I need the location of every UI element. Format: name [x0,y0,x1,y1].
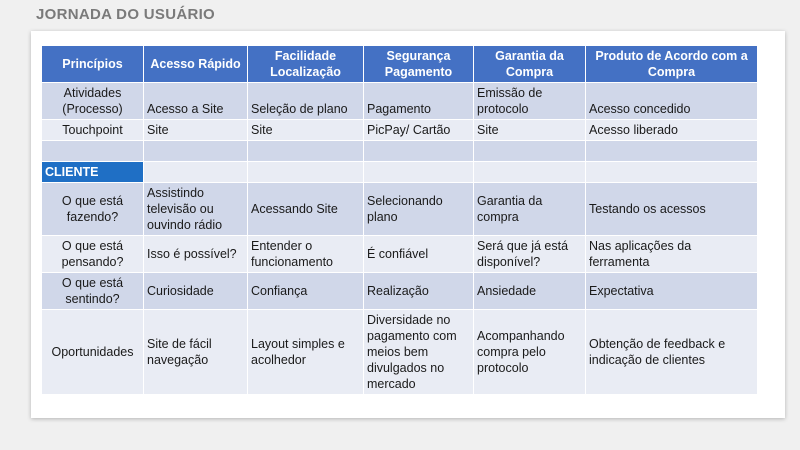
table-cell: Seleção de plano [248,83,364,120]
empty-cell [474,162,586,183]
table-cell: Garantia da compra [474,183,586,236]
row-header: Atividades (Processo) [42,83,144,120]
table-row-atividades [42,83,758,120]
table-cell: Acesso a Site [144,83,248,120]
table-cell: Acesso concedido [586,83,758,120]
table-cell: Assistindo televisão ou ouvindo rádio [144,183,248,236]
table-cell: Selecionando plano [364,183,474,236]
table-cell: É confiável [364,236,474,273]
table-cell: Isso é possível? [144,236,248,273]
header-cell: Produto de Acordo com a Compra [586,46,758,83]
empty-cell [42,141,144,162]
table-row-fazendo [42,183,758,236]
table-row-pensando [42,236,758,273]
table-cell: Ansiedade [474,273,586,310]
table-cell: Obtenção de feedback e indicação de clientes [586,310,758,395]
table-cell: Nas aplicações da ferramenta [586,236,758,273]
header-cell: Facilidade Localização [248,46,364,83]
table-row-sentindo [42,273,758,310]
header-cell: Segurança Pagamento [364,46,474,83]
empty-cell [364,141,474,162]
empty-cell [144,141,248,162]
table-cell: Site [474,120,586,141]
table-cell: Site [144,120,248,141]
table-cell: Entender o funcionamento [248,236,364,273]
empty-cell [586,141,758,162]
table-row-cliente [42,162,758,183]
empty-cell [144,162,248,183]
table-cell: Confiança [248,273,364,310]
table-row-touchpoint [42,120,758,141]
empty-cell [248,162,364,183]
header-cell: Acesso Rápido [144,46,248,83]
table-cell: Site de fácil navegação [144,310,248,395]
table-cell: Acompanhando compra pelo protocolo [474,310,586,395]
table-cell: Realização [364,273,474,310]
journey-table [41,45,758,395]
table-cell: PicPay/ Cartão [364,120,474,141]
table-cell: Site [248,120,364,141]
table-cell: Acesso liberado [586,120,758,141]
empty-cell [474,141,586,162]
table-cell: Será que já está disponível? [474,236,586,273]
table-row-empty [42,141,758,162]
table-cell: Diversidade no pagamento com meios bem divulgados no mercado [364,310,474,395]
table-row-oportunidades [42,310,758,395]
table-cell: Emissão de protocolo [474,83,586,120]
table-cell: Expectativa [586,273,758,310]
row-header: Touchpoint [42,120,144,141]
row-header: O que está fazendo? [42,183,144,236]
header-cell: Garantia da Compra [474,46,586,83]
row-header: O que está sentindo? [42,273,144,310]
header-row [42,46,758,83]
empty-cell [364,162,474,183]
table-cell: Layout simples e acolhedor [248,310,364,395]
empty-cell [248,141,364,162]
empty-cell [586,162,758,183]
table-cell: Acessando Site [248,183,364,236]
table-cell: Curiosidade [144,273,248,310]
slide-title: JORNADA DO USUÁRIO [36,6,216,23]
header-cell: Princípios [42,46,144,83]
row-header: O que está pensando? [42,236,144,273]
journey-card [31,31,785,418]
table-cell: Testando os acessos [586,183,758,236]
row-header: Oportunidades [42,310,144,395]
table-cell: Pagamento [364,83,474,120]
cliente-section-label: CLIENTE [42,162,144,183]
